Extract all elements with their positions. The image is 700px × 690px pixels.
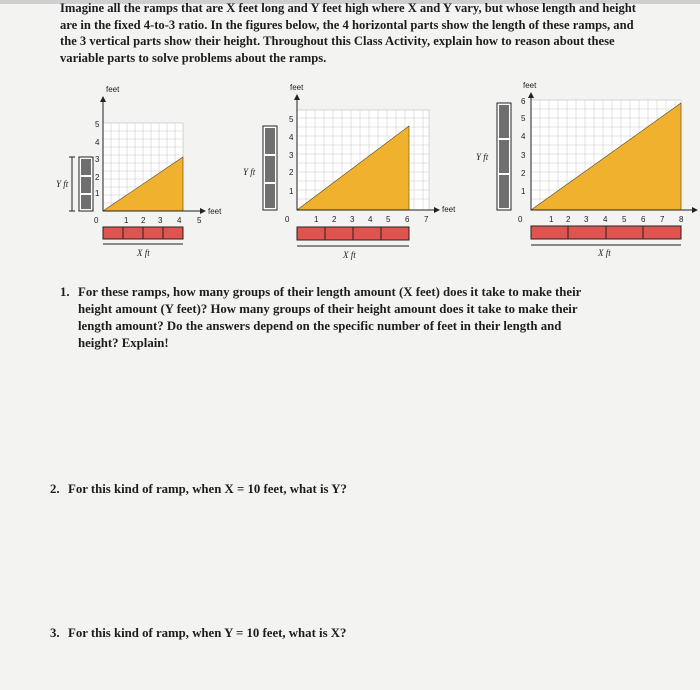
question-2-text: For this kind of ramp, when X = 10 feet, what is Y? <box>68 482 347 496</box>
svg-text:4: 4 <box>521 132 526 141</box>
svg-text:2: 2 <box>521 169 526 178</box>
svg-text:1: 1 <box>314 215 319 224</box>
svg-text:1: 1 <box>124 216 129 225</box>
ramp2-x-axis-label: feet <box>442 205 456 214</box>
ramp2-x-ticks <box>285 215 429 224</box>
svg-text:6: 6 <box>405 215 410 224</box>
svg-text:2: 2 <box>95 173 100 182</box>
svg-text:2: 2 <box>566 215 571 224</box>
svg-text:3: 3 <box>95 155 100 164</box>
question-1-text: For these ramps, how many groups of their length amount (X feet) does it take to make their height amount (Y feet)? How many groups of their height amount does it take to make their length amount? Do the answers depend on the specific number of feet in their length and height? Explain! <box>78 285 582 350</box>
svg-text:5: 5 <box>386 215 391 224</box>
ramp2-y-ticks <box>289 115 294 196</box>
ramp1-y-ticks <box>95 120 100 198</box>
svg-text:8: 8 <box>679 215 684 224</box>
svg-text:4: 4 <box>177 216 182 225</box>
question-3-text: For this kind of ramp, when Y = 10 feet, what is X? <box>68 626 347 640</box>
svg-text:1: 1 <box>289 187 294 196</box>
ramp-figure-2 <box>243 83 456 260</box>
svg-text:7: 7 <box>660 215 665 224</box>
svg-text:4: 4 <box>603 215 608 224</box>
svg-text:2: 2 <box>332 215 337 224</box>
svg-text:5: 5 <box>289 115 294 124</box>
ramp3-y-axis-label: feet <box>523 81 537 90</box>
ramp1-x-axis-label: feet <box>208 207 222 216</box>
ramp2-length-label: X ft <box>343 250 356 260</box>
ramp2-height-label: Y ft <box>243 167 256 177</box>
ramp1-length-label: X ft <box>137 248 150 258</box>
ramp2-height-bar <box>263 126 277 210</box>
svg-text:1: 1 <box>95 189 100 198</box>
ramp1-height-label: Y ft <box>56 179 69 189</box>
question-3 <box>50 625 550 642</box>
ramp3-length-label: X ft <box>598 248 611 258</box>
svg-text:3: 3 <box>350 215 355 224</box>
ramp1-x-ticks <box>94 216 202 225</box>
ramp-figure-3 <box>476 81 698 258</box>
ramp3-x-ticks <box>518 215 684 224</box>
ramp1-y-axis-label: feet <box>106 85 120 94</box>
svg-text:5: 5 <box>95 120 100 129</box>
question-3-number: 3. <box>50 626 60 640</box>
ramp3-height-label: Y ft <box>476 152 489 162</box>
svg-text:7: 7 <box>424 215 429 224</box>
question-2 <box>50 481 550 498</box>
svg-text:5: 5 <box>197 216 202 225</box>
ramp2-y-axis-label: feet <box>290 83 304 92</box>
ramp1-length-bar <box>103 227 183 244</box>
ramp3-length-bar <box>531 226 681 245</box>
svg-text:0: 0 <box>94 216 99 225</box>
question-1 <box>60 284 600 352</box>
ramp2-length-bar <box>297 227 409 246</box>
svg-text:0: 0 <box>518 215 523 224</box>
svg-text:1: 1 <box>549 215 554 224</box>
svg-text:3: 3 <box>158 216 163 225</box>
ramp3-height-bar <box>497 103 511 210</box>
svg-text:4: 4 <box>368 215 373 224</box>
svg-text:2: 2 <box>141 216 146 225</box>
ramp-figure-1 <box>56 85 222 258</box>
ramp-figures <box>0 0 700 280</box>
ramp1-height-bar <box>69 157 93 211</box>
intro-paragraph: Imagine all the ramps that are X feet long and Y feet high where X and Y vary, but whose length and height are in the fixed 4-to-3 ratio. In the figures below, the 4 horizontal parts show the length of these ramps, and the 3 vertical parts show their height. Throughout this Class Activity, explain how to reason about these variable parts to solve problems about the ramps. <box>60 1 636 65</box>
svg-text:6: 6 <box>521 97 526 106</box>
svg-text:6: 6 <box>641 215 646 224</box>
svg-text:4: 4 <box>95 138 100 147</box>
svg-text:3: 3 <box>289 151 294 160</box>
svg-text:5: 5 <box>521 114 526 123</box>
question-1-number: 1. <box>60 285 70 299</box>
svg-text:3: 3 <box>584 215 589 224</box>
svg-text:5: 5 <box>622 215 627 224</box>
question-2-number: 2. <box>50 482 60 496</box>
svg-text:3: 3 <box>521 151 526 160</box>
svg-text:1: 1 <box>521 187 526 196</box>
ramp3-y-ticks <box>521 97 526 196</box>
svg-text:2: 2 <box>289 168 294 177</box>
svg-text:4: 4 <box>289 133 294 142</box>
svg-text:0: 0 <box>285 215 290 224</box>
